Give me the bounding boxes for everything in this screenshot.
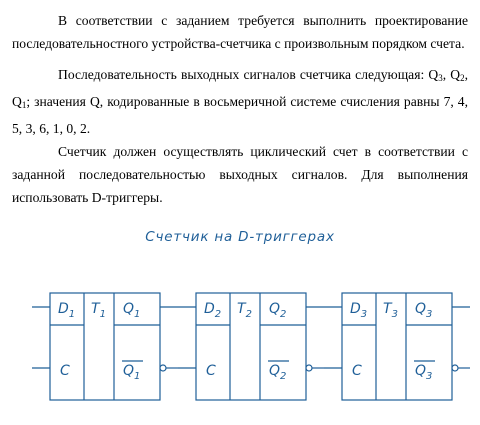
seq-text-2: , Q <box>442 67 461 82</box>
trigger-1-d-label: $D_1$ <box>58 301 76 320</box>
trigger-3-inversion-bubble <box>452 365 458 371</box>
trigger-3-qbar-label: $Q_3$ <box>415 363 433 382</box>
paragraph-requirements <box>12 140 468 209</box>
seq-text-3: , Q <box>12 67 468 109</box>
diagram-title: Счетчик на D-триггерах <box>145 229 335 245</box>
paragraph-task-text: В соответствии с заданием требуется выполнить проектирование последовательностного устройства-счетчика с произвольным порядком счета. <box>12 13 468 51</box>
trigger-1-c-label: C <box>60 363 70 379</box>
trigger-3-q-label: $Q_3$ <box>415 301 433 320</box>
trigger-3-d-label: $D_3$ <box>350 301 368 320</box>
trigger-3-c-label: C <box>352 363 362 379</box>
d-trigger-diagram <box>0 260 480 420</box>
trigger-2-d-label: $D_2$ <box>204 301 222 320</box>
seq-sub-3: 3 <box>438 73 443 83</box>
trigger-2-t-label: $T_2$ <box>237 301 252 320</box>
trigger-2-q-label: $Q_2$ <box>269 301 287 320</box>
trigger-1-q-label: $Q_1$ <box>123 301 141 320</box>
paragraph-sequence <box>12 63 468 140</box>
seq-sub-2: 2 <box>460 73 465 83</box>
paragraph-requirements-text: Счетчик должен осуществлять циклический счет в соответствии с заданной последовательностью выходных сигналов. Для выполнения использовать D-триггеры. <box>12 144 468 205</box>
seq-text-4: ; значения Q, кодированные в восьмеричной системе счисления равны 7, 4, 5, 3, 6, 1, 0, 2. <box>12 94 468 136</box>
trigger-1-inversion-bubble <box>160 365 166 371</box>
trigger-2-c-label: C <box>206 363 216 379</box>
trigger-1-qbar-label: $Q_1$ <box>123 363 141 382</box>
trigger-3-t-label: $T_3$ <box>383 301 398 320</box>
trigger-1-t-label: $T_1$ <box>91 301 106 320</box>
seq-text-1: Последовательность выходных сигналов счетчика следующая: Q <box>58 67 439 82</box>
seq-sub-1: 1 <box>21 100 27 110</box>
trigger-2-qbar-label: $Q_2$ <box>269 363 287 382</box>
paragraph-task <box>12 9 468 55</box>
trigger-2-inversion-bubble <box>306 365 312 371</box>
